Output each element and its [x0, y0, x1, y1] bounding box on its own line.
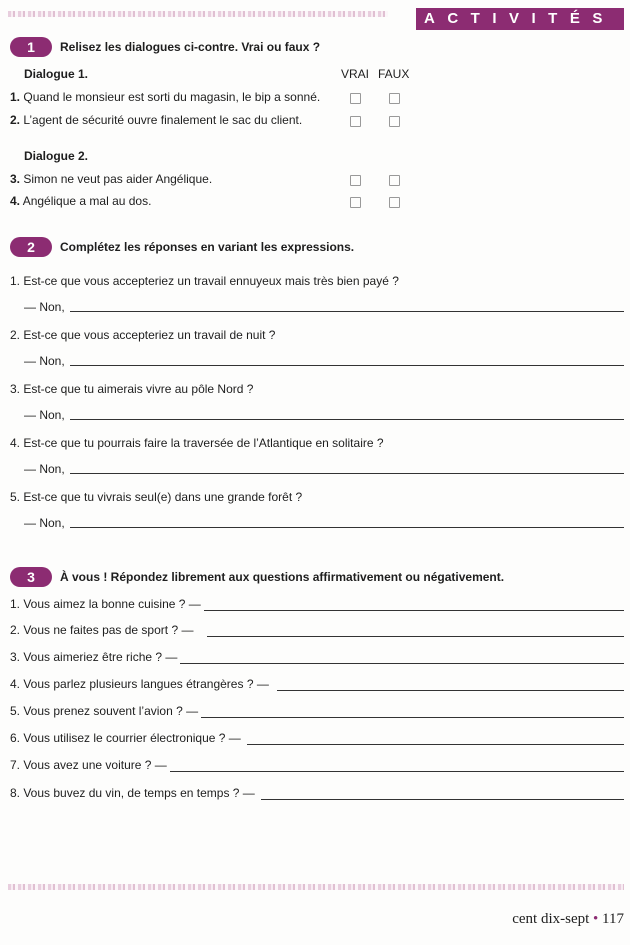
col-faux: FAUX: [378, 67, 410, 81]
question-row: [10, 597, 624, 611]
question: 5. Est-ce que tu vivrais seul(e) dans une grande forêt ?: [10, 490, 303, 504]
answer-line[interactable]: [180, 653, 624, 664]
dialogue-2-label: Dialogue 2.: [24, 149, 89, 163]
answer-line[interactable]: [170, 761, 624, 772]
question: 7. Vous avez une voiture ? —: [10, 758, 167, 772]
question-row: [10, 677, 624, 691]
faux-checkbox[interactable]: [389, 116, 400, 127]
answer-line[interactable]: [70, 419, 624, 420]
tf-item: 4. Angélique a mal au dos.: [10, 194, 152, 208]
answer-line[interactable]: [70, 311, 624, 312]
answer-line[interactable]: [277, 680, 624, 691]
answer-prefix: — Non,: [24, 354, 65, 368]
answer-prefix: — Non,: [24, 408, 65, 422]
answer-line[interactable]: [201, 707, 624, 718]
vrai-checkbox[interactable]: [350, 197, 361, 208]
question: 2. Est-ce que vous accepteriez un travail de nuit ?: [10, 328, 276, 342]
exercise-3-title: À vous ! Répondez librement aux questions affirmativement ou négativement.: [60, 570, 505, 584]
tf-item: 2. L’agent de sécurité ouvre finalement le sac du client.: [10, 113, 303, 127]
question: 1. Vous aimez la bonne cuisine ? —: [10, 597, 201, 611]
question: 3. Vous aimeriez être riche ? —: [10, 650, 178, 664]
question-row: [10, 650, 624, 664]
question: 5. Vous prenez souvent l’avion ? —: [10, 704, 199, 718]
vrai-checkbox[interactable]: [350, 175, 361, 186]
vrai-checkbox[interactable]: [350, 93, 361, 104]
exercise-1-badge: 1: [10, 37, 52, 57]
question: 1. Est-ce que vous accepteriez un travail ennuyeux mais très bien payé ?: [10, 274, 399, 288]
question-row: [10, 623, 624, 637]
question: 8. Vous buvez du vin, de temps en temps ? —: [10, 786, 255, 800]
answer-line[interactable]: [204, 600, 624, 611]
answer-line[interactable]: [70, 473, 624, 474]
question: 3. Est-ce que tu aimerais vivre au pôle Nord ?: [10, 382, 254, 396]
question: 4. Vous parlez plusieurs langues étrangères ? —: [10, 677, 269, 691]
exercise-2-badge: 2: [10, 237, 52, 257]
answer-line[interactable]: [247, 734, 624, 745]
exercise-1-title: Relisez les dialogues ci-contre. Vrai ou faux ?: [60, 40, 321, 54]
decorative-stripe-top: [8, 11, 388, 17]
dialogue-1-label: Dialogue 1.: [24, 67, 89, 81]
answer-line[interactable]: [207, 626, 624, 637]
section-header: ACTIVITÉS: [416, 8, 624, 30]
faux-checkbox[interactable]: [389, 175, 400, 186]
question-row: [10, 758, 624, 772]
question: 6. Vous utilisez le courrier électronique ? —: [10, 731, 241, 745]
page-number: cent dix-sept • 117: [512, 911, 624, 927]
decorative-stripe-bottom: [8, 884, 624, 890]
question: 2. Vous ne faites pas de sport ? —: [10, 623, 194, 637]
answer-prefix: — Non,: [24, 462, 65, 476]
question: 4. Est-ce que tu pourrais faire la traversée de l’Atlantique en solitaire ?: [10, 436, 384, 450]
faux-checkbox[interactable]: [389, 197, 400, 208]
col-vrai: VRAI: [341, 67, 370, 81]
tf-item: 1. Quand le monsieur est sorti du magasin, le bip a sonné.: [10, 90, 321, 104]
answer-line[interactable]: [70, 365, 624, 366]
faux-checkbox[interactable]: [389, 93, 400, 104]
question-row: [10, 786, 624, 800]
vrai-checkbox[interactable]: [350, 116, 361, 127]
question-row: [10, 704, 624, 718]
exercise-3-badge: 3: [10, 567, 52, 587]
question-row: [10, 731, 624, 745]
tf-item: 3. Simon ne veut pas aider Angélique.: [10, 172, 213, 186]
answer-line[interactable]: [70, 527, 624, 528]
answer-prefix: — Non,: [24, 516, 65, 530]
exercise-2-title: Complétez les réponses en variant les expressions.: [60, 240, 355, 254]
answer-prefix: — Non,: [24, 300, 65, 314]
answer-line[interactable]: [261, 789, 624, 800]
